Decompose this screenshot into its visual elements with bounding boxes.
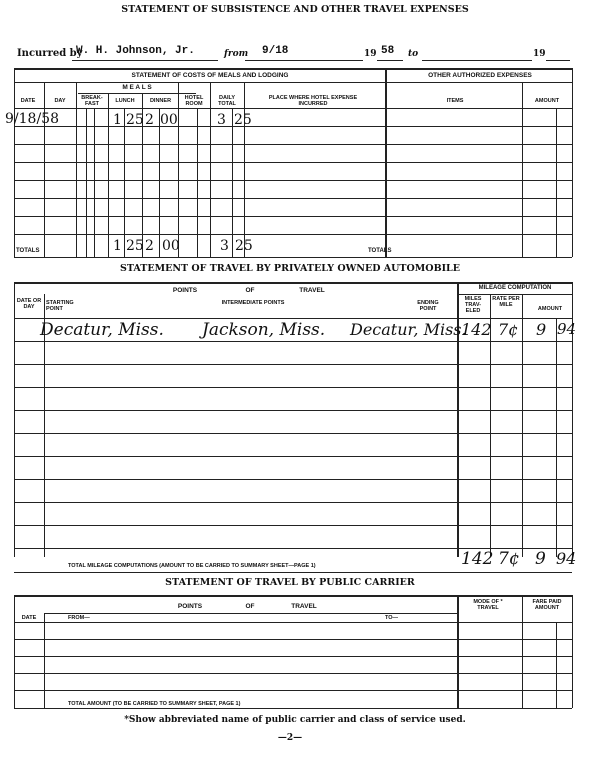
meals-v8 xyxy=(522,82,523,257)
to-label: to xyxy=(408,49,419,59)
incurred-by-label: Incurred by xyxy=(17,48,83,59)
meals-v7 xyxy=(244,82,245,257)
year-value: 58 xyxy=(381,45,395,57)
meals-totals-lunch-cents: 25 xyxy=(126,238,144,254)
auto-row-line xyxy=(14,433,572,434)
meals-header-line xyxy=(14,82,572,83)
carrier-v-right xyxy=(572,595,573,708)
meals-colhead-line xyxy=(14,108,572,109)
auto-row1-intermediate: Jackson, Miss. xyxy=(202,320,326,340)
auto-row-line xyxy=(14,387,572,388)
carrier-colhead-line xyxy=(14,622,572,623)
auto-total-rate: 7¢ xyxy=(498,549,520,569)
meals-v2 xyxy=(76,82,77,257)
auto-row-line xyxy=(14,502,572,503)
carrier-row-line xyxy=(14,639,572,640)
auto-v5 xyxy=(556,318,557,557)
meals-row1-lunch-dollars: 1 xyxy=(113,112,122,128)
meals-v3 xyxy=(108,93,109,257)
other-expenses-title: OTHER AUTHORIZED EXPENSES xyxy=(428,72,532,79)
auto-total-amount-cents: 94 xyxy=(556,549,577,568)
auto-row-line xyxy=(14,456,572,457)
year-underline xyxy=(377,60,403,61)
page-number: —2— xyxy=(277,733,303,743)
auto-row-line xyxy=(14,364,572,365)
auto-v-left xyxy=(14,282,15,557)
meals-row-line xyxy=(14,234,572,235)
meals-v6 xyxy=(210,82,211,257)
meals-row1-dinner-cents: 00 xyxy=(160,112,178,128)
col-dinner: DINNER xyxy=(149,98,172,104)
auto-row-line xyxy=(14,479,572,480)
carrier-v1 xyxy=(44,613,45,708)
carrier-row-line xyxy=(14,656,572,657)
carrier-travel-label: TRAVEL xyxy=(291,603,317,610)
col-daily: DAILY TOTAL xyxy=(218,95,236,107)
carrier-row-line xyxy=(14,673,572,674)
auto-of-label: OF xyxy=(245,287,255,294)
meals-v-right xyxy=(572,68,573,257)
carrier-of-label: OF xyxy=(245,603,255,610)
meals-totals-dinner-dollars: 2 xyxy=(145,238,154,254)
meals-row-line xyxy=(14,216,572,217)
carrier-top-border xyxy=(14,595,572,597)
col-date: DATE xyxy=(20,98,36,104)
carrier-col-date: DATE xyxy=(21,615,37,621)
auto-row1-amount-dollars: 9 xyxy=(536,320,547,339)
col-day: DAY xyxy=(54,98,66,104)
year2-underline xyxy=(546,60,570,61)
auto-row-line xyxy=(14,341,572,342)
carrier-points-label: POINTS xyxy=(177,603,203,610)
auto-colhead-line xyxy=(14,318,572,319)
form-title: STATEMENT OF SUBSISTENCE AND OTHER TRAVEL EXPENSES xyxy=(121,4,469,15)
meals-section-title: STATEMENT OF COSTS OF MEALS AND LODGING xyxy=(131,72,289,79)
auto-row1-amount-cents: 94 xyxy=(557,320,577,338)
meals-totals-daily-cents: 25 xyxy=(235,238,253,254)
carrier-sub-line xyxy=(44,613,457,614)
from-underline xyxy=(245,60,363,61)
meals-bottom-line xyxy=(14,257,572,258)
carrier-v4 xyxy=(556,622,557,708)
auto-col-intermediate: INTERMEDIATE POINTS xyxy=(221,300,285,306)
carrier-col-to: TO— xyxy=(385,615,399,621)
auto-section-title: STATEMENT OF TRAVEL BY PRIVATELY OWNED AUTOMOBILE xyxy=(120,263,460,274)
from-value: 9/18 xyxy=(262,45,289,57)
carrier-v2 xyxy=(457,595,459,708)
mileage-computation-title: MILEAGE COMPUTATION xyxy=(478,285,552,291)
col-lunch: LUNCH xyxy=(115,98,135,104)
footer-note: *Show abbreviated name of public carrier and class of service used. xyxy=(124,715,466,725)
carrier-bottom-line xyxy=(14,708,572,709)
auto-top-border xyxy=(14,282,572,284)
auto-row1-starting: Decatur, Miss. xyxy=(40,320,164,340)
year-prefix: 19 xyxy=(364,49,377,59)
auto-bottom-line xyxy=(14,572,572,573)
carrier-v3 xyxy=(522,595,523,708)
auto-row1-miles: 142 xyxy=(461,320,492,339)
meals-row-line xyxy=(14,144,572,145)
meals-group-label: M E A L S xyxy=(122,84,152,91)
col-items: ITEMS xyxy=(446,98,464,104)
auto-col-rate: RATE PER MILE xyxy=(492,296,520,308)
year-prefix-2: 19 xyxy=(533,49,546,59)
auto-row1-rate: 7¢ xyxy=(498,320,519,339)
auto-col-ending: ENDING POINT xyxy=(417,300,439,312)
carrier-section-title: STATEMENT OF TRAVEL BY PUBLIC CARRIER xyxy=(165,577,415,588)
auto-total-label: TOTAL MILEAGE COMPUTATIONS (AMOUNT TO BE CARRIED TO SUMMARY SHEET—PAGE 1) xyxy=(68,563,316,569)
from-label: from xyxy=(224,49,249,59)
meals-row-line xyxy=(14,162,572,163)
carrier-v-left xyxy=(14,595,15,708)
auto-col-miles: MILES TRAV-ELED xyxy=(464,296,482,314)
meals-totals-label: TOTALS xyxy=(16,248,40,254)
carrier-col-fare: FARE PAID AMOUNT xyxy=(532,599,562,611)
meals-totals-daily-dollars: 3 xyxy=(220,238,229,254)
col-hotel: HOTEL ROOM xyxy=(184,95,204,107)
meals-row-line xyxy=(14,198,572,199)
meals-row1-daily-dollars: 3 xyxy=(217,112,226,128)
auto-row-line xyxy=(14,410,572,411)
carrier-col-mode: MODE OF * TRAVEL xyxy=(473,599,503,611)
meals-row1-daily-cents: 25 xyxy=(234,112,252,128)
auto-total-miles: 142 xyxy=(461,549,494,569)
meals-row1-dinner-dollars: 2 xyxy=(145,112,154,128)
meals-v5 xyxy=(178,82,179,257)
carrier-total-label: TOTAL AMOUNT (TO BE CARRIED TO SUMMARY SHEET, PAGE 1) xyxy=(68,701,241,707)
auto-col-date: DATE OR DAY xyxy=(16,298,42,310)
carrier-row-line xyxy=(14,690,572,691)
auto-travel-label: TRAVEL xyxy=(299,287,325,294)
auto-points-label: POINTS xyxy=(172,287,198,294)
auto-v4 xyxy=(522,294,523,557)
auto-row-line xyxy=(14,525,572,526)
other-totals-label: TOTALS xyxy=(368,248,392,254)
meals-row-line xyxy=(14,180,572,181)
col-breakfast: BREAK-FAST xyxy=(81,95,103,107)
col-amount: AMOUNT xyxy=(534,98,560,104)
auto-col-amount: AMOUNT xyxy=(537,306,563,312)
col-place: PLACE WHERE HOTEL EXPENSE INCURRED xyxy=(268,95,358,107)
auto-mileage-line xyxy=(457,294,572,295)
auto-total-amount-dollars: 9 xyxy=(535,549,546,569)
meals-row1-lunch-cents: 25 xyxy=(126,112,144,128)
meals-totals-dinner-cents: 00 xyxy=(162,238,180,254)
incurred-by-underline xyxy=(72,60,218,61)
meals-row-line xyxy=(14,126,572,127)
auto-row1-ending: Decatur, Miss. xyxy=(350,320,467,339)
meals-top-border xyxy=(14,68,572,70)
incurred-by-value: W. H. Johnson, Jr. xyxy=(76,45,195,57)
meals-v1 xyxy=(44,82,45,257)
meals-row1-date: 9/18/58 xyxy=(5,111,59,127)
carrier-col-from: FROM— xyxy=(68,615,90,621)
to-underline xyxy=(422,60,532,61)
auto-col-starting: STARTING POINT xyxy=(46,300,74,312)
meals-totals-lunch-dollars: 1 xyxy=(113,238,122,254)
